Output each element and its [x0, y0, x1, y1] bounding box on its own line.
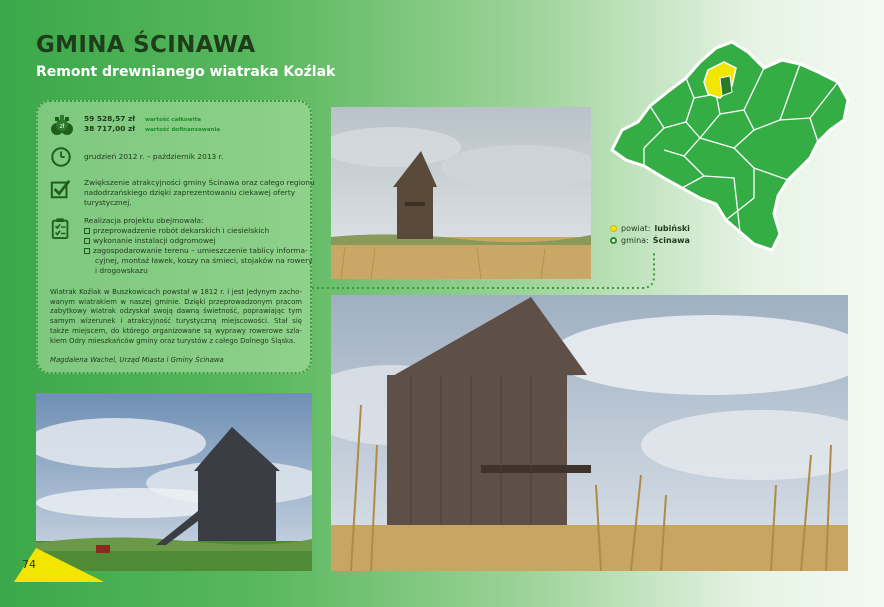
project-period: grudzień 2012 r. – październik 2013 r. [84, 152, 224, 161]
green-ring-icon [610, 237, 617, 244]
scope-item-2: wykonanie instalacji odgromowej [84, 236, 216, 246]
windmill-photo-small [331, 107, 591, 279]
scope-item-1: przeprowadzenie robót dekarskich i ciesielskich [84, 226, 269, 236]
page-subtitle: Remont drewnianego wiatraka Koźlak [36, 64, 336, 80]
legend-powiat: powiat: lubiński [610, 222, 690, 234]
scope-item-3: zagospodarowanie terenu – umieszczenie tablicy informa- [84, 246, 308, 256]
goal-line-3: turystycznej. [84, 198, 132, 207]
clock-icon [50, 146, 74, 170]
amount-total-label: wartość całkowita [145, 117, 201, 123]
windmill-photo-large [331, 295, 848, 571]
amount-cofinanced-label: wartość dofinansowania [145, 127, 221, 133]
scope-title: Realizacja projektu obejmowała: [84, 216, 204, 225]
page-title: GMINA ŚCINAWA [36, 32, 256, 58]
map-legend [610, 222, 690, 246]
checkbox-icon [84, 248, 90, 254]
goal-line-2: nadodrzańskiego dzięki zaprezentowaniu ciekawej oferty [84, 188, 296, 197]
checkbox-icon [84, 238, 90, 244]
windmill-description: Wiatrak Koźlak w Buszkowicach powstał w 1812 r. i jest jedynym zacho-wanym wiatrakiem w naszej gminie. Dzięki przeprowadzonym pracom zabytkowy wiatrak odzyskał swoją dawną świetność, poprawiając tym samym wizerunek i atrakcyjność turystyczną miejscowości. Stał się także miejscem, do którego organizowane są wyprawy rowerowe szla-kiem Odry mieszkańców gminy oraz turystów z całego Dolnego Śląska. [50, 288, 302, 345]
legend-gmina: gmina: Ścinawa [610, 234, 690, 246]
money-bags-icon [50, 114, 74, 138]
amount-total: 59 528,57 zł [84, 114, 135, 123]
scope-item-3-cont-1: cyjnej, montaż ławek, koszy na śmieci, stojaków na rowery [95, 256, 313, 265]
amount-cofinanced: 38 717,00 zł [84, 124, 135, 133]
yellow-dot-icon [610, 225, 617, 232]
checkbox-tick-icon [50, 178, 74, 202]
checkbox-icon [84, 228, 90, 234]
windmill-photo-left [36, 393, 312, 571]
clipboard-checklist-icon [50, 216, 74, 240]
goal-line-1: Zwiększenie atrakcyjności gminy Ścinawa oraz całego regionu [84, 178, 315, 187]
svg-text:zł: zł [59, 123, 65, 130]
page-number: 74 [22, 558, 36, 571]
project-info-box [36, 100, 315, 374]
author-credit: Magdalena Wachel, Urząd Miasta i Gminy Ścinawa [50, 356, 224, 364]
scope-item-3-cont-2: i drogowskazu [95, 266, 148, 275]
